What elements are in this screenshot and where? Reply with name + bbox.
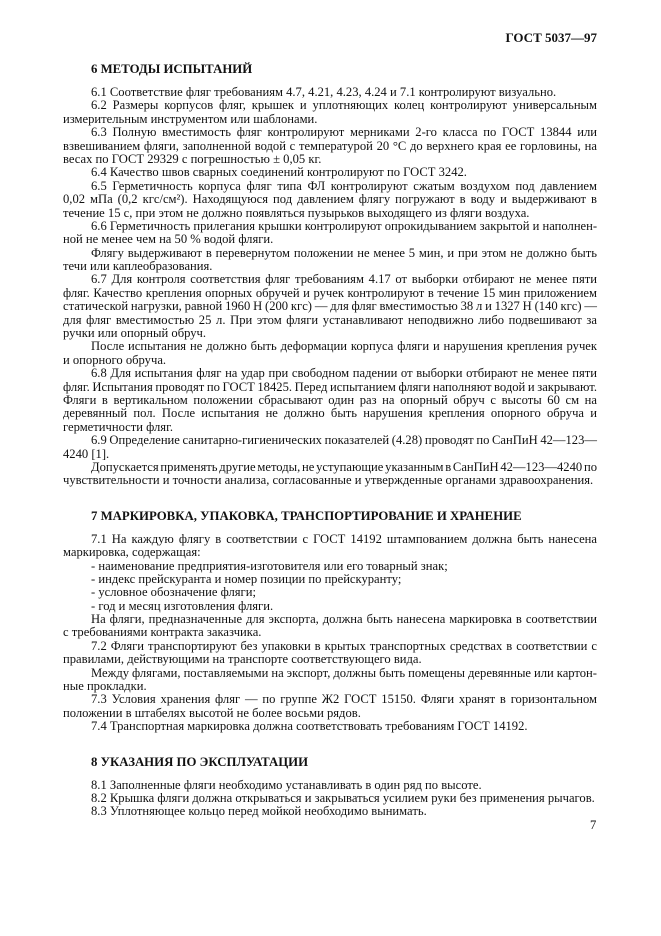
paragraph: [63, 779, 597, 792]
text-line: чувствительности и точности анализа, согласованные и утвержденные органами здравоохранения.: [63, 473, 594, 488]
text-line: 7.2 Фляги транспортируют без упаковки в крытых транспортных средствах в соответствии с: [91, 638, 597, 653]
text-line: для фляг вместимостью 25 л. При этом фляги устанавливают неподвижно либо подвешивают за: [63, 312, 597, 327]
paragraph: [63, 613, 597, 640]
text-line: герметичности фляг.: [63, 419, 173, 434]
section: [63, 62, 597, 488]
text-line: ные прокладки.: [63, 679, 147, 694]
section: [63, 509, 597, 734]
text-line: 6.8 Для испытания фляг на удар при свободном падении от выборки отбирают не менее пяти: [91, 366, 597, 381]
text-line: деревянный пол. После испытания не должно быть нарушения крепления опорного обруча и: [63, 406, 597, 421]
text-line: 8.1 Заполненные фляги необходимо устанавливать в один ряд по высоте.: [91, 777, 482, 792]
text-line: 4240 [1].: [63, 446, 110, 461]
text-line: 6.1 Соответствие фляг требованиям 4.7, 4.21, 4.23, 4.24 и 7.1 контролируют визуально.: [91, 85, 557, 99]
text-line: течи или каплеобразования.: [63, 259, 213, 274]
text-line: маркировка, содержащая:: [63, 545, 201, 560]
paragraph: [63, 126, 597, 166]
paragraph: [63, 586, 597, 599]
paragraph: [63, 461, 597, 488]
text-line: 6.5 Герметичность корпуса фляг типа ФЛ контролируют сжатым воздухом под давлением: [91, 178, 597, 193]
text-line: 6.3 Полную вместимость фляг контролируют мерниками 2-го класса по ГОСТ 13844 или: [91, 125, 597, 140]
paragraph: [63, 180, 597, 220]
paragraph: [63, 166, 597, 179]
paragraph: [63, 805, 597, 818]
paragraph: [63, 640, 597, 667]
paragraph: [63, 533, 597, 560]
page-number: 7: [590, 818, 597, 832]
section-heading: 6 МЕТОДЫ ИСПЫТАНИЙ: [91, 62, 253, 76]
paragraph: [63, 573, 597, 586]
paragraph: [63, 220, 597, 247]
paragraph: [63, 560, 597, 573]
text-line: 6.9 Определение санитарно-гигиенических показателей (4.28) проводят по СанПиН 42—123—: [91, 433, 597, 448]
text-line: 6.2 Размеры корпусов фляг, крышек и уплотняющих колец контролируют универсальным: [91, 98, 597, 113]
text-line: ручки или опорный обруч.: [63, 326, 207, 341]
text-line: 6.7 Для контроля соответствия фляг требованиям 4.17 от выборки отбирают не менее пяти: [91, 272, 597, 287]
text-line: Флягу выдерживают в перевернутом положении не менее 5 мин, и при этом не должно быть: [91, 245, 597, 260]
text-line: течение 15 с, при этом не должно появляться пузырьков выходящего из фляги воздуха.: [63, 205, 530, 220]
text-line: и опорного обруча.: [63, 352, 167, 367]
text-line: 6.6 Герметичность прилегания крышки контролируют опрокидыванием закрытой и наполнен-: [91, 218, 598, 233]
text-line: 0,02 мПа (0,2 кгс/см²). Находящуюся под давлением флягу погружают в воду и выдерживают в: [63, 192, 597, 207]
section-heading: 8 УКАЗАНИЯ ПО ЭКСПЛУАТАЦИИ: [91, 754, 309, 769]
text-line: Между флягами, поставляемыми на экспорт, должны быть помещены деревянные или картон-: [91, 665, 597, 680]
text-line: ной не менее чем на 50 % водой фляги.: [63, 232, 274, 247]
text-line: 6.4 Качество швов сварных соединений контролируют по ГОСТ 3242.: [91, 165, 467, 180]
text-line: статической нагрузки, равной 1960 Н (200 кгс) — для фляг вместимостью 38 л и 1327 Н (140 кгс) —: [63, 299, 597, 314]
paragraph: [63, 367, 597, 434]
text-line: положении в штабелях высотой не более восьми рядов.: [63, 705, 361, 720]
paragraph: [63, 86, 597, 99]
paragraph: [63, 273, 597, 340]
paragraph: [63, 99, 597, 126]
text-line: - условное обозначение фляги;: [91, 585, 256, 600]
text-line: После испытания не должно быть деформации корпуса фляги и нарушения крепления ручек: [91, 339, 597, 354]
text-line: фляг. Испытания проводят по ГОСТ 18425. Перед испытанием фляги наполняют водой и закрывают.: [63, 379, 597, 394]
text-line: измерительным инструментом или шаблонами.: [63, 111, 318, 126]
text-line: правилами, действующими на транспорте соответствующего вида.: [63, 652, 422, 667]
text-line: фляг. Качество крепления опорных обручей и ручек контролируют в течение 15 мин приложением: [63, 285, 597, 300]
paragraph: [63, 792, 597, 805]
text-line: с требованиями контракта заказчика.: [63, 625, 262, 640]
paragraph: [63, 693, 597, 720]
paragraph: [63, 667, 597, 694]
document-body: [63, 62, 597, 840]
text-line: Фляги в вертикальном положении сбрасывают один раз на опорный обруч с высоты 60 см на: [63, 392, 597, 407]
text-line: Допускается применять другие методы, не уступающие указанным в СанПиН 42—123—4240 по: [91, 459, 597, 474]
paragraph: [63, 434, 597, 461]
section-heading: 7 МАРКИРОВКА, УПАКОВКА, ТРАНСПОРТИРОВАНИЕ И ХРАНЕНИЕ: [91, 508, 522, 523]
paragraph: [63, 600, 597, 613]
text-line: На фляги, предназначенные для экспорта, должна быть нанесена маркировка в соответствии: [91, 612, 597, 627]
text-line: - наименование предприятия-изготовителя или его товарный знак;: [91, 558, 448, 573]
paragraph: [63, 340, 597, 367]
text-line: 7.1 На каждую флягу в соответствии с ГОСТ 14192 штампованием должна быть нанесена: [91, 531, 597, 546]
paragraph: [63, 247, 597, 274]
text-line: - индекс прейскуранта и номер позиции по прейскуранту;: [91, 571, 402, 586]
text-line: взвешиванием фляги, заполненной водой с температурой 20 °С до верхнего края ее горловины, на: [63, 138, 597, 153]
paragraph: [63, 720, 597, 733]
section: [63, 755, 597, 819]
text-line: 7.4 Транспортная маркировка должна соответствовать требованиям ГОСТ 14192.: [91, 719, 528, 734]
text-line: 8.3 Уплотняющее кольцо перед мойкой необходимо вынимать.: [91, 804, 427, 819]
text-line: весах по ГОСТ 29329 с погрешностью ± 0,05 кг.: [63, 151, 322, 166]
text-line: - год и месяц изготовления фляги.: [91, 598, 274, 613]
document-header: ГОСТ 5037—97: [505, 30, 597, 45]
text-line: 7.3 Условия хранения фляг — по группе Ж2 ГОСТ 15150. Фляги хранят в горизонтальном: [91, 692, 597, 707]
text-line: 8.2 Крышка фляги должна открываться и закрываться усилием руки без применения рычагов.: [91, 790, 595, 805]
